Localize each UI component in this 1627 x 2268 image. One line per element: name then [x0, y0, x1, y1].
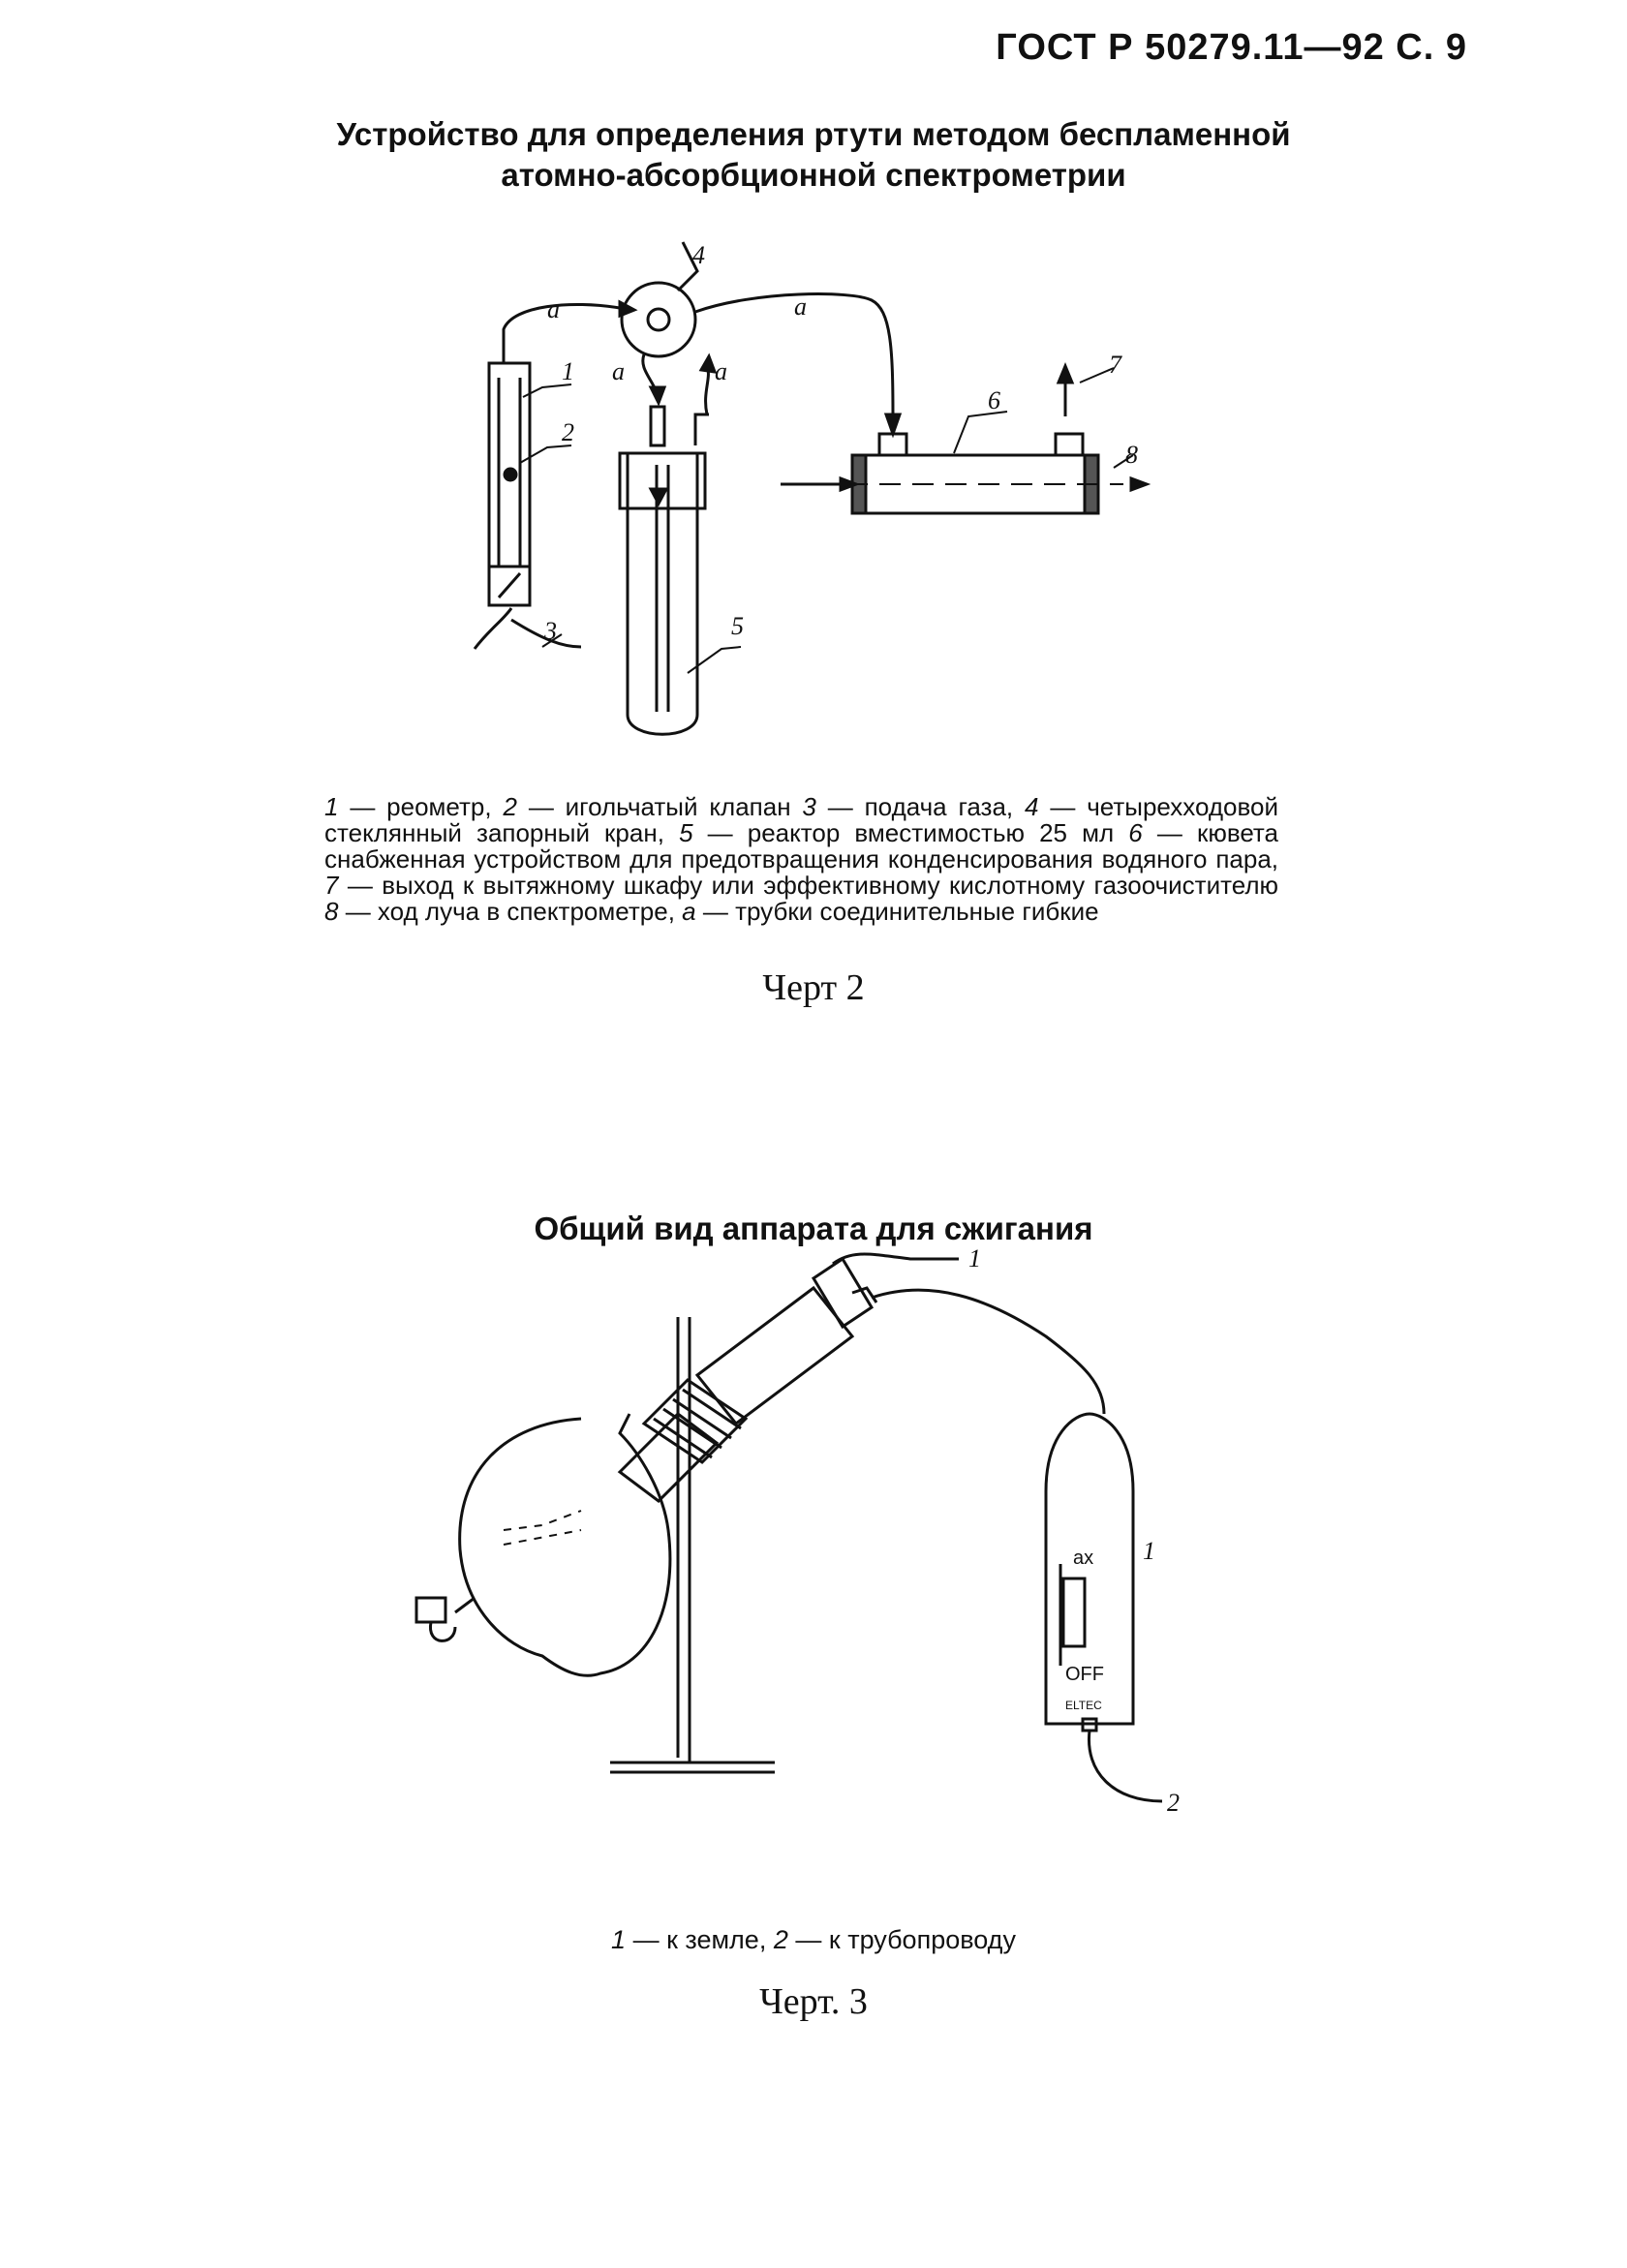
gas-inlet-line [475, 608, 511, 649]
tube-label-a-3: a [612, 357, 625, 385]
device-label-max: ax [1073, 1548, 1094, 1569]
callout-3: 3 [544, 617, 557, 645]
flask [416, 1414, 670, 1675]
standard-number: ГОСТ Р 50279.11—92 [996, 27, 1385, 68]
legend-text: — к земле, [632, 1925, 767, 1954]
figure2-caption: Черт 2 [762, 967, 865, 1008]
tube-label-a-4: a [715, 357, 727, 385]
tube-a-1 [504, 304, 620, 363]
legend-text: — кювета снабженная устройством для предотвращения конденсирования водяного пара, [324, 818, 1279, 873]
legend-num: 1 [611, 1925, 627, 1954]
electrode-assembly [620, 1254, 1104, 1501]
legend-text: — подача газа, [827, 792, 1014, 821]
callout-7: 7 [1109, 351, 1121, 379]
figure3-caption: Черт. 3 [759, 1981, 868, 2022]
cable-pipe [1089, 1731, 1162, 1801]
legend-num: 7 [324, 871, 339, 900]
fig3-callout-1-device: 1 [1143, 1537, 1155, 1565]
figure2-diagram [0, 0, 1627, 775]
figure2-legend [324, 794, 1278, 925]
legend-num: 4 [1025, 792, 1039, 821]
legend-num: 2 [503, 792, 517, 821]
callout-8: 8 [1125, 441, 1138, 469]
legend-num: 6 [1128, 818, 1143, 847]
tube-label-a-1: a [547, 295, 560, 323]
ignition-device [1046, 1414, 1162, 1801]
legend-text: — реометр, [350, 792, 492, 821]
callout-5: 5 [731, 612, 744, 640]
reactor [620, 407, 709, 734]
needle-valve [505, 469, 516, 480]
callout-4: 4 [692, 241, 705, 269]
tube-label-a-2: a [794, 292, 807, 321]
legend-text: — трубки соединительные гибкие [702, 897, 1099, 926]
legend-num: 5 [679, 818, 693, 847]
cable-1 [872, 1290, 1104, 1414]
figure2-title-line2: атомно-абсорбционной спектрометрии [501, 157, 1126, 193]
legend-num: 3 [802, 792, 816, 821]
reometer [489, 363, 530, 605]
callout-1: 1 [562, 357, 574, 385]
callout-6: 6 [988, 386, 1000, 414]
figure3-legend [0, 1925, 1627, 1955]
legend-num: 2 [773, 1925, 788, 1954]
legend-text: — четырехходовой стеклянный запорный кран, [324, 792, 1279, 847]
legend-text: — выход к вытяжному шкафу или эффективному кислотному газоочистителю [347, 871, 1278, 900]
legend-text: — реактор вместимостью 25 мл [707, 818, 1115, 847]
fig3-callout-1-top: 1 [968, 1244, 981, 1272]
legend-num: a [682, 897, 696, 926]
device-label-off: OFF [1065, 1664, 1104, 1685]
callout-2: 2 [562, 418, 574, 446]
legend-num: 1 [324, 792, 339, 821]
page-number: С. 9 [1396, 27, 1467, 68]
cable-ground [833, 1254, 959, 1264]
figure2-title-line1: Устройство для определения ртути методом беспламенной [336, 116, 1291, 152]
fig3-callout-2: 2 [1167, 1789, 1180, 1817]
four-way-valve [622, 283, 695, 356]
legend-num: 8 [324, 897, 339, 926]
stand [610, 1317, 775, 1772]
figure3-title: Общий вид аппарата для сжигания [534, 1211, 1093, 1246]
legend-text: — ход луча в спектрометре, [345, 897, 675, 926]
legend-text: — к трубопроводу [795, 1925, 1016, 1954]
device-label-brand: ELTEC [1065, 1699, 1102, 1712]
legend-text: — игольчатый клапан [528, 792, 791, 821]
cuvette [781, 366, 1147, 513]
